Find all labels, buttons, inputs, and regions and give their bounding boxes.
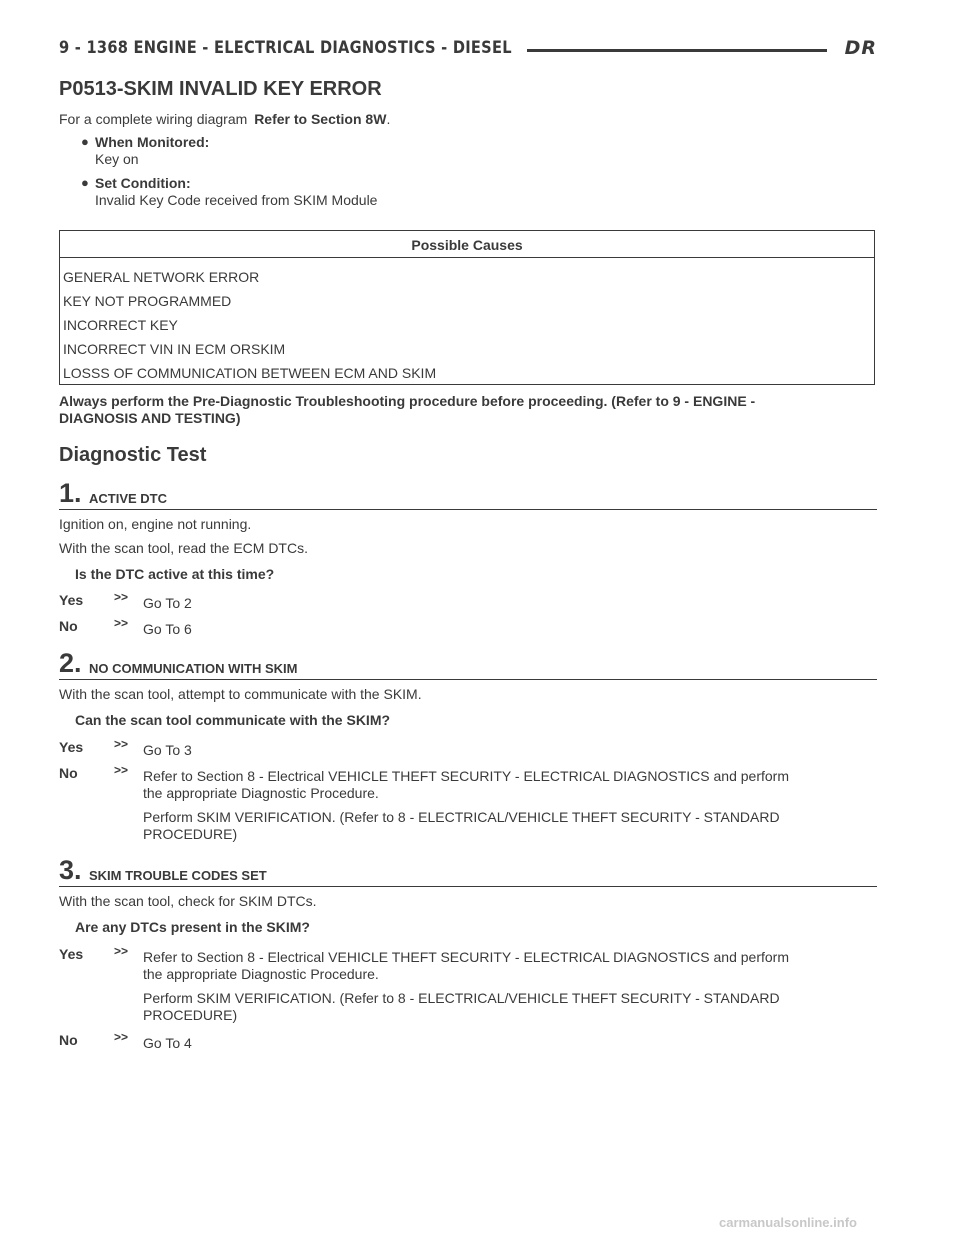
step-question: Can the scan tool communicate with the SKIM? — [75, 712, 391, 728]
step-text: With the scan tool, check for SKIM DTCs. — [59, 893, 317, 909]
arrow-icon: >> — [114, 944, 129, 958]
header-model-code: DR — [844, 37, 877, 59]
step-question: Is the DTC active at this time? — [75, 566, 275, 582]
wiring-line — [59, 111, 390, 128]
yes-action[interactable]: Go To 3 — [143, 742, 192, 758]
yes-action[interactable]: Go To 2 — [143, 595, 192, 611]
yes-label: Yes — [59, 946, 84, 962]
step-number: 3. — [59, 855, 82, 885]
step-title: ACTIVE DTC — [89, 491, 167, 506]
no-action: PROCEDURE) — [143, 826, 238, 842]
diagnostic-test-heading: Diagnostic Test — [59, 444, 207, 466]
page-header — [59, 38, 877, 64]
no-action: the appropriate Diagnostic Procedure. — [143, 785, 379, 801]
no-label: No — [59, 765, 78, 781]
wiring-link[interactable]: Refer to Section 8W — [254, 111, 387, 127]
condition-label: When Monitored: — [95, 134, 210, 150]
step-rule — [59, 679, 877, 680]
arrow-icon: >> — [114, 763, 129, 777]
cause-item: INCORRECT VIN IN ECM ORSKIM — [63, 341, 286, 357]
no-action: Perform SKIM VERIFICATION. (Refer to 8 - ELECTRICAL/VEHICLE THEFT SECURITY - STANDARD — [143, 809, 780, 825]
cause-item: GENERAL NETWORK ERROR — [63, 269, 260, 285]
step-number: 1. — [59, 478, 82, 508]
no-action[interactable]: Go To 6 — [143, 621, 192, 637]
no-label: No — [59, 1032, 78, 1048]
yes-action: the appropriate Diagnostic Procedure. — [143, 966, 379, 982]
watermark: carmanualsonline.info — [719, 1215, 857, 1230]
cause-item: LOSSS OF COMMUNICATION BETWEEN ECM AND SKIM — [63, 365, 437, 381]
wiring-prefix: For a complete wiring diagram — [59, 111, 248, 127]
step-text: With the scan tool, read the ECM DTCs. — [59, 540, 308, 556]
always-note-line2: DIAGNOSIS AND TESTING) — [59, 410, 241, 426]
step-title: NO COMMUNICATION WITH SKIM — [89, 661, 298, 676]
yes-label: Yes — [59, 592, 84, 608]
yes-action: Refer to Section 8 - Electrical VEHICLE THEFT SECURITY - ELECTRICAL DIAGNOSTICS and perform — [143, 949, 790, 965]
step-text: With the scan tool, attempt to communicate with the SKIM. — [59, 686, 422, 702]
condition-value: Key on — [95, 151, 139, 167]
no-action: Refer to Section 8 - Electrical VEHICLE THEFT SECURITY - ELECTRICAL DIAGNOSTICS and perform — [143, 768, 790, 784]
yes-action: PROCEDURE) — [143, 1007, 238, 1023]
cause-item: KEY NOT PROGRAMMED — [63, 293, 232, 309]
bullet-dot-icon: ● — [81, 175, 89, 190]
arrow-icon: >> — [114, 737, 129, 751]
yes-action: Perform SKIM VERIFICATION. (Refer to 8 - ELECTRICAL/VEHICLE THEFT SECURITY - STANDARD — [143, 990, 780, 1006]
step-title: SKIM TROUBLE CODES SET — [89, 868, 267, 883]
page-title: P0513-SKIM INVALID KEY ERROR — [59, 78, 382, 100]
header-section-title: 9 - 1368 ENGINE - ELECTRICAL DIAGNOSTICS - DIESEL — [59, 38, 512, 58]
arrow-icon: >> — [114, 590, 129, 604]
step-question: Are any DTCs present in the SKIM? — [75, 919, 310, 935]
header-rule — [527, 49, 827, 52]
yes-label: Yes — [59, 739, 84, 755]
no-action[interactable]: Go To 4 — [143, 1035, 192, 1051]
condition-label: Set Condition: — [95, 175, 191, 191]
no-label: No — [59, 618, 78, 634]
step-rule — [59, 509, 877, 510]
step-text: Ignition on, engine not running. — [59, 516, 252, 532]
step-rule — [59, 886, 877, 887]
bullet-dot-icon: ● — [81, 134, 89, 149]
arrow-icon: >> — [114, 1030, 129, 1044]
wiring-suffix: . — [386, 111, 391, 127]
always-note-line1: Always perform the Pre-Diagnostic Troubleshooting procedure before proceeding. (Refer to 9 - ENGINE - — [59, 393, 756, 409]
step-number: 2. — [59, 648, 82, 678]
possible-causes-table — [59, 230, 875, 385]
cause-item: INCORRECT KEY — [63, 317, 178, 333]
condition-value: Invalid Key Code received from SKIM Module — [95, 192, 378, 208]
causes-heading: Possible Causes — [60, 231, 874, 258]
arrow-icon: >> — [114, 616, 129, 630]
